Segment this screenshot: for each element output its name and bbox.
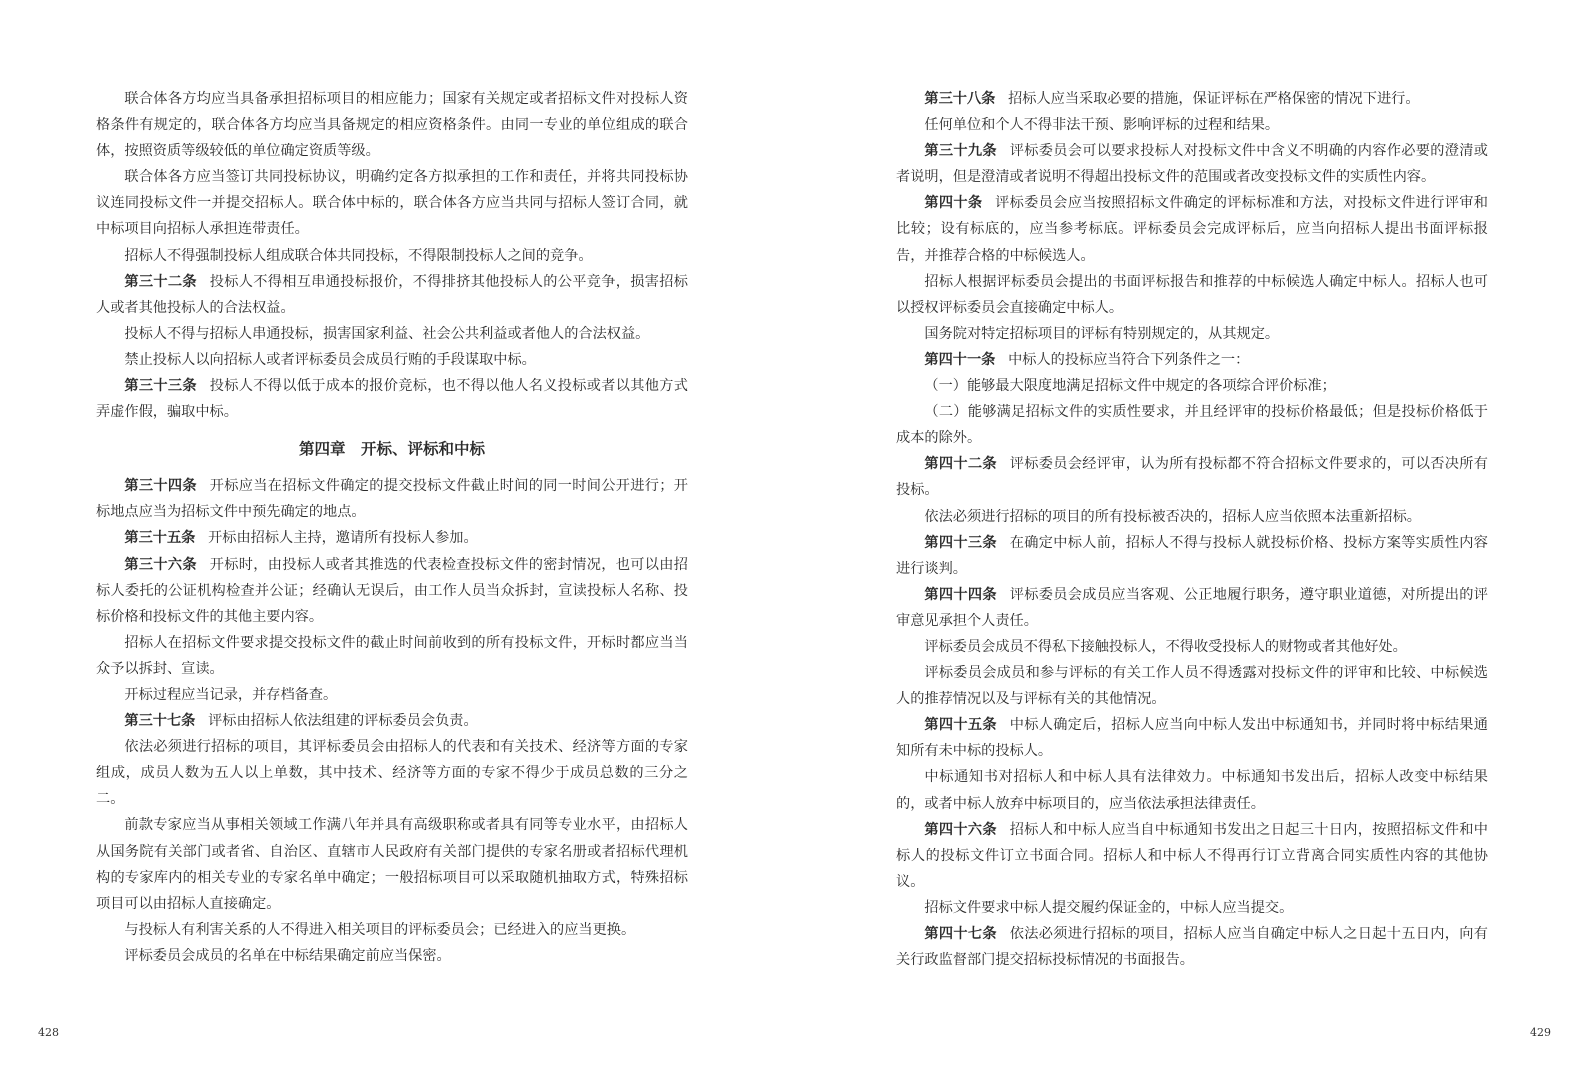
paragraph-text: 依法必须进行招标的项目，其评标委员会由招标人的代表和有关技术、经济等方面的专家组成，成员人数为五人以上单数，其中技术、经济等方面的专家不得少于成员总数的三分之二。 <box>96 739 688 808</box>
paragraph <box>896 530 1488 582</box>
left-paragraphs-top <box>96 86 688 425</box>
paragraph <box>896 921 1488 973</box>
paragraph-text: 中标人确定后，招标人应当向中标人发出中标通知书，并同时将中标结果通知所有未中标的投标人。 <box>896 717 1488 760</box>
paragraph <box>896 112 1488 138</box>
paragraph <box>896 712 1488 764</box>
article-number: 第三十五条 <box>124 530 196 547</box>
paragraph <box>896 764 1488 816</box>
paragraph <box>96 708 688 734</box>
paragraph-text: 评标委员会成员应当客观、公正地履行职务，遵守职业道德，对所提出的评审意见承担个人责任。 <box>896 586 1488 629</box>
paragraph-text: 评标委员会经评审，认为所有投标都不符合招标文件要求的，可以否决所有投标。 <box>896 456 1488 499</box>
article-number: 第四十一条 <box>924 351 996 368</box>
page-number-right: 429 <box>1530 1026 1551 1039</box>
paragraph <box>896 86 1488 112</box>
paragraph-text: 在确定中标人前，招标人不得与投标人就投标价格、投标方案等实质性内容进行谈判。 <box>896 534 1488 577</box>
paragraph <box>896 190 1488 268</box>
article-number: 第三十七条 <box>124 713 196 730</box>
paragraph-text: 评标由招标人依法组建的评标委员会负责。 <box>208 713 478 730</box>
paragraph <box>96 682 688 708</box>
paragraph-text: 招标人在招标文件要求提交投标文件的截止时间前收到的所有投标文件，开标时都应当当众予以拆封、宣读。 <box>96 634 688 677</box>
article-number: 第四十七条 <box>924 926 997 942</box>
paragraph-text: 依法必须进行招标的项目，招标人应当自确定中标人之日起十五日内，向有关行政监督部门提交招标投标情况的书面报告。 <box>896 926 1488 969</box>
paragraph <box>896 321 1488 347</box>
paragraph-text: 评标委员会成员和参与评标的有关工作人员不得透露对投标文件的评审和比较、中标候选人的推荐情况以及与评标有关的其他情况。 <box>896 665 1488 708</box>
paragraph-text: 投标人不得相互串通投标报价，不得排挤其他投标人的公平竞争，损害招标人或者其他投标人的合法权益。 <box>96 273 688 316</box>
paragraph-text: 中标通知书对招标人和中标人具有法律效力。中标通知书发出后，招标人改变中标结果的，或者中标人放弃中标项目的，应当依法承担法律责任。 <box>896 769 1488 812</box>
paragraph <box>896 399 1488 451</box>
paragraph <box>896 347 1488 373</box>
paragraph-text: 招标人应当采取必要的措施，保证评标在严格保密的情况下进行。 <box>1008 91 1420 107</box>
article-number: 第三十八条 <box>924 91 996 107</box>
paragraph-text: 前款专家应当从事相关领域工作满八年并具有高级职称或者具有同等专业水平，由招标人从国务院有关部门或者省、自治区、直辖市人民政府有关部门提供的专家名册或者招标代理机构的专家库内的相关专业的专家名单中确定；一般招标项目可以采取随机抽取方式，特殊招标项目可以由招标人直接确定。 <box>96 817 688 912</box>
paragraph-text: 中标人的投标应当符合下列条件之一： <box>1008 351 1250 368</box>
page-number-left: 428 <box>38 1026 59 1039</box>
paragraph-text: 开标应当在招标文件确定的提交投标文件截止时间的同一时间公开进行；开标地点应当为招标文件中预先确定的地点。 <box>96 478 688 521</box>
paragraph-text: 任何单位和个人不得非法干预、影响评标的过程和结果。 <box>924 117 1280 134</box>
article-number: 第四十三条 <box>924 534 997 551</box>
paragraph <box>896 504 1488 530</box>
paragraph <box>96 473 688 525</box>
paragraph-text: 联合体各方应当签订共同投标协议，明确约定各方拟承担的工作和责任，并将共同投标协议连同投标文件一并提交招标人。联合体中标的，联合体各方应当共同与招标人签订合同，就中标项目向招标人承担连带责任。 <box>96 169 688 238</box>
paragraph <box>896 138 1488 190</box>
right-paragraphs <box>896 86 1488 973</box>
paragraph-text: 评标委员会应当按照招标文件确定的评标标准和方法，对投标文件进行评审和比较；设有标底的，应当参考标底。评标委员会完成评标后，应当向招标人提出书面评标报告，并推荐合格的中标候选人。 <box>896 195 1488 264</box>
paragraph-text: 投标人不得以低于成本的报价竞标，也不得以他人名义投标或者以其他方式弄虚作假，骗取中标。 <box>96 378 688 421</box>
paragraph <box>896 660 1488 712</box>
paragraph <box>896 895 1488 921</box>
chapter-heading: 第四章 开标、评标和中标 <box>298 440 485 459</box>
paragraph <box>896 582 1488 634</box>
paragraph-text: 依法必须进行招标的项目的所有投标被否决的，招标人应当依照本法重新招标。 <box>924 508 1421 525</box>
paragraph <box>896 451 1488 503</box>
paragraph-text: 国务院对特定招标项目的评标有特别规定的，从其规定。 <box>924 325 1280 342</box>
paragraph-text: 招标人根据评标委员会提出的书面评标报告和推荐的中标候选人确定中标人。招标人也可以授权评标委员会直接确定中标人。 <box>896 273 1488 316</box>
paragraph <box>96 525 688 551</box>
left-page <box>96 86 688 969</box>
paragraph-text: 开标过程应当记录，并存档备查。 <box>124 686 338 703</box>
paragraph <box>96 917 688 943</box>
paragraph <box>896 269 1488 321</box>
paragraph <box>96 630 688 682</box>
paragraph <box>96 86 688 164</box>
article-number: 第四十六条 <box>924 821 997 838</box>
paragraph-text: 评标委员会成员不得私下接触投标人，不得收受投标人的财物或者其他好处。 <box>924 638 1407 655</box>
article-number: 第三十四条 <box>124 478 197 495</box>
paragraph <box>96 269 688 321</box>
article-number: 第三十二条 <box>124 273 197 290</box>
article-number: 第三十三条 <box>124 378 197 395</box>
paragraph-text: 与投标人有利害关系的人不得进入相关项目的评标委员会；已经进入的应当更换。 <box>124 921 636 938</box>
paragraph <box>96 373 688 425</box>
paragraph-text: 招标文件要求中标人提交履约保证金的，中标人应当提交。 <box>924 899 1294 916</box>
paragraph <box>96 552 688 630</box>
paragraph-text: 招标人不得强制投标人组成联合体共同投标，不得限制投标人之间的竞争。 <box>124 247 593 264</box>
paragraph-text: 联合体各方均应当具备承担招标项目的相应能力；国家有关规定或者招标文件对投标人资格条件有规定的，联合体各方均应当具备规定的相应资格条件。由同一专业的单位组成的联合体，按照资质等级较低的单位确定资质等级。 <box>96 91 688 160</box>
paragraph <box>96 243 688 269</box>
paragraph-text: 投标人不得与招标人串通投标，损害国家利益、社会公共利益或者他人的合法权益。 <box>124 325 650 342</box>
paragraph-text: 评标委员会成员的名单在中标结果确定前应当保密。 <box>124 947 451 964</box>
paragraph <box>896 634 1488 660</box>
right-page <box>896 86 1488 973</box>
paragraph-text: 开标由招标人主持，邀请所有投标人参加。 <box>208 530 478 547</box>
paragraph-text: 招标人和中标人应当自中标通知书发出之日起三十日内，按照招标文件和中标人的投标文件订立书面合同。招标人和中标人不得再行订立背离合同实质性内容的其他协议。 <box>896 821 1488 890</box>
paragraph-text: 禁止投标人以向招标人或者评标委员会成员行贿的手段谋取中标。 <box>124 351 536 368</box>
paragraph-text: （一）能够最大限度地满足招标文件中规定的各项综合评价标准； <box>924 378 1336 395</box>
article-number: 第四十条 <box>924 195 983 212</box>
paragraph-text: （二）能够满足招标文件的实质性要求，并且经评审的投标价格最低；但是投标价格低于成本的除外。 <box>896 404 1488 447</box>
paragraph <box>896 817 1488 895</box>
article-number: 第四十四条 <box>924 586 997 603</box>
paragraph-text: 开标时，由投标人或者其推选的代表检查投标文件的密封情况，也可以由招标人委托的公证机构检查并公证；经确认无误后，由工作人员当众拆封，宣读投标人名称、投标价格和投标文件的其他主要内容。 <box>96 556 688 625</box>
article-number: 第四十五条 <box>924 717 997 734</box>
paragraph <box>896 373 1488 399</box>
left-paragraphs-bottom <box>96 473 688 969</box>
article-number: 第四十二条 <box>924 456 997 473</box>
paragraph <box>96 812 688 916</box>
paragraph <box>96 943 688 969</box>
paragraph-text: 评标委员会可以要求投标人对投标文件中含义不明确的内容作必要的澄清或者说明，但是澄清或者说明不得超出投标文件的范围或者改变投标文件的实质性内容。 <box>896 143 1488 186</box>
paragraph <box>96 321 688 347</box>
article-number: 第三十六条 <box>124 556 197 573</box>
paragraph <box>96 347 688 373</box>
article-number: 第三十九条 <box>924 143 997 160</box>
paragraph <box>96 734 688 812</box>
paragraph <box>96 164 688 242</box>
